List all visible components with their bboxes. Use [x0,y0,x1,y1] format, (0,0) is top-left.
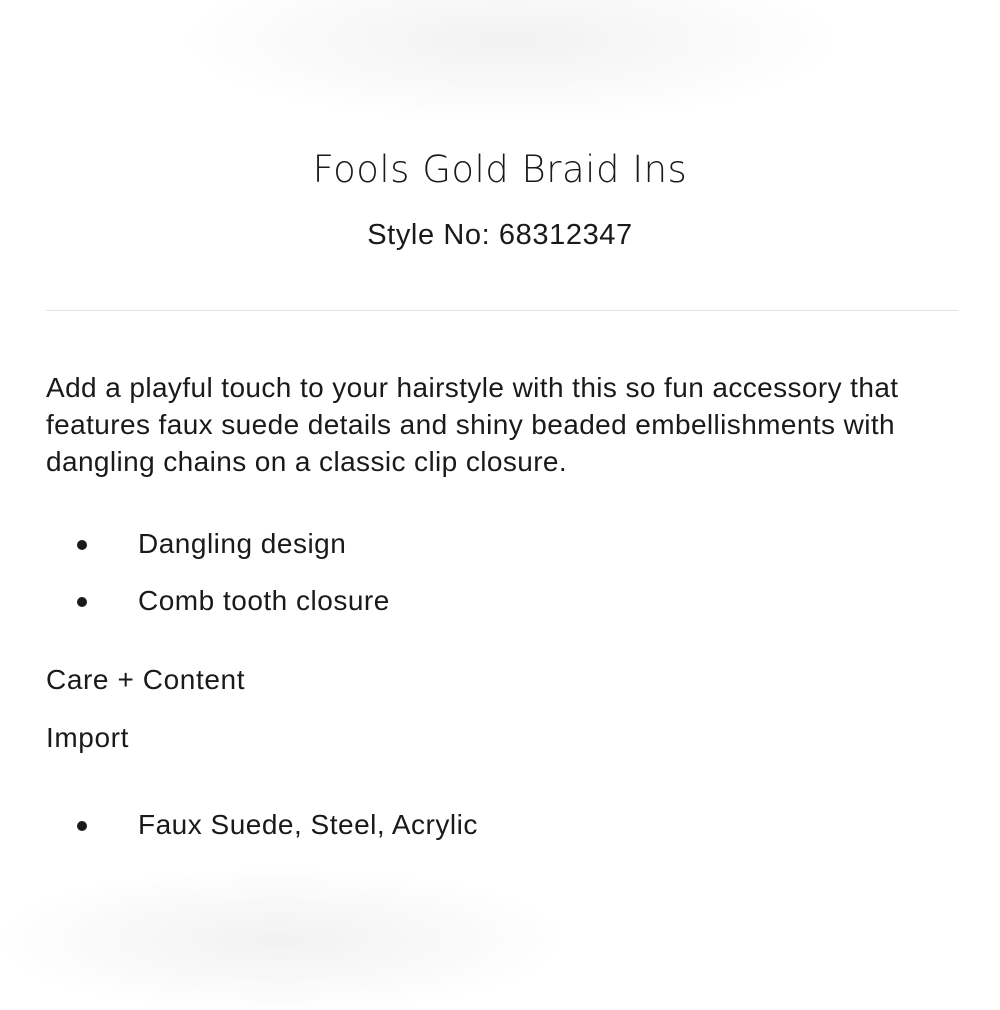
blurred-footer-background [0,870,560,1010]
list-item [46,805,478,862]
section-divider [46,310,958,311]
feature-list [46,524,390,638]
list-item [46,581,390,638]
feature-label: Comb tooth closure [138,585,390,616]
bullet-icon [77,821,87,831]
care-content-heading: Care + Content [46,664,246,695]
bullet-icon [77,540,87,550]
blurred-header-background [190,0,830,120]
product-title: Fools Gold Braid Ins [312,148,688,191]
style-number: Style No: 68312347 [367,219,633,251]
list-item [46,524,390,581]
bullet-icon [77,597,87,607]
origin-label: Import [46,722,129,753]
product-description: Add a playful touch to your hairstyle with this so fun accessory that features faux suede details and shiny beaded embellishments with dangling chains on a classic clip closure. [46,372,899,477]
feature-label: Dangling design [138,528,347,559]
materials-list [46,805,478,862]
material-label: Faux Suede, Steel, Acrylic [138,809,478,840]
